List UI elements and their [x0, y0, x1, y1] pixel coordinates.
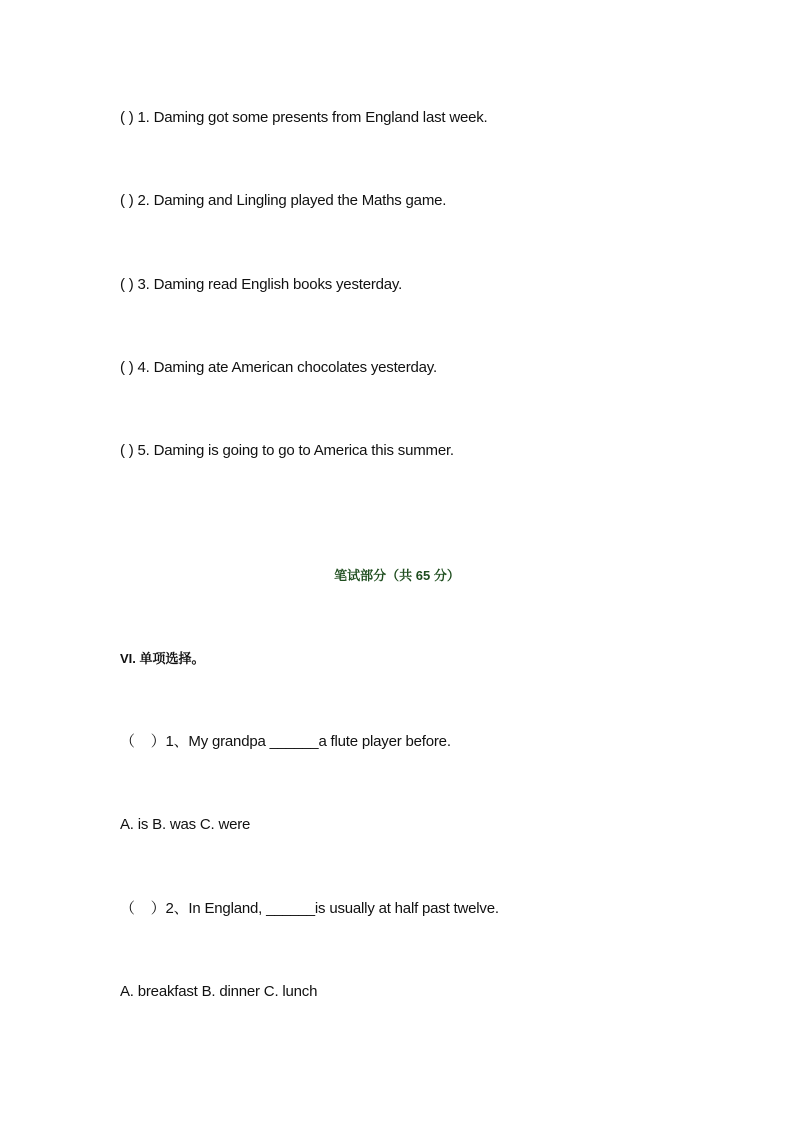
question-1-stem: （ ）1、My grandpa ______a flute player before. [120, 733, 451, 750]
listening-item-4: ( ) 4. Daming ate American chocolates yesterday. [120, 359, 437, 376]
question-1-options: A. is B. was C. were [120, 816, 251, 833]
listening-item-2: ( ) 2. Daming and Lingling played the Maths game. [120, 192, 447, 209]
question-2-options: A. breakfast B. dinner C. lunch [120, 983, 318, 1000]
listening-item-5: ( ) 5. Daming is going to go to America this summer. [120, 442, 454, 459]
listening-item-1: ( ) 1. Daming got some presents from England last week. [120, 109, 488, 126]
listening-item-3: ( ) 3. Daming read English books yesterday. [120, 276, 403, 293]
section-title: 笔试部分（共 65 分） [334, 568, 460, 583]
question-2-stem: （ ）2、In England, ______is usually at half past twelve. [120, 900, 499, 917]
section-heading: VI. 单项选择。 [120, 651, 205, 666]
